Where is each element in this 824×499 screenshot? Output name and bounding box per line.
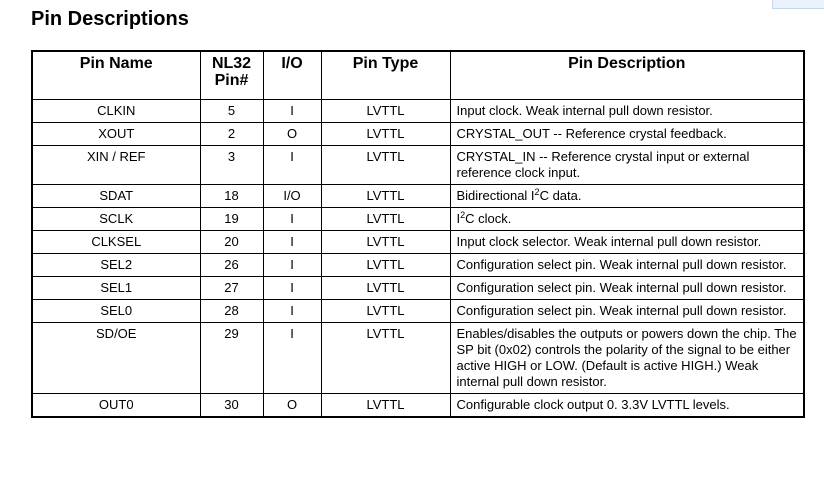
pin-name-cell: SEL0 — [32, 299, 200, 322]
pin-type-cell: LVTTL — [321, 276, 450, 299]
desc-text: C clock. — [465, 210, 512, 226]
table-row — [32, 122, 804, 145]
header-pin-description: Pin Description — [450, 51, 804, 99]
pin-name-cell: OUT0 — [32, 393, 200, 417]
table-row — [32, 184, 804, 207]
pin-name-cell: SD/OE — [32, 322, 200, 393]
pin-type-cell: LVTTL — [321, 122, 450, 145]
pin-type-cell: LVTTL — [321, 393, 450, 417]
table-header-row — [32, 51, 804, 99]
pin-number-cell: 26 — [200, 253, 263, 276]
table-row — [32, 276, 804, 299]
pin-name-cell: SCLK — [32, 207, 200, 230]
header-pin-number-line2: Pin# — [214, 72, 249, 89]
pin-description-cell: Configuration select pin. Weak internal pull down resistor. — [450, 253, 804, 276]
io-cell: I — [263, 207, 321, 230]
pin-description-cell: Input clock. Weak internal pull down resistor. — [450, 99, 804, 122]
table-row — [32, 253, 804, 276]
desc-text: Bidirectional I — [456, 187, 535, 203]
desc-superscript: 2 — [534, 186, 540, 197]
table-row — [32, 322, 804, 393]
pin-description-cell: Input clock selector. Weak internal pull down resistor. — [450, 230, 804, 253]
pin-descriptions-table — [31, 50, 805, 418]
pin-description-cell: Configuration select pin. Weak internal pull down resistor. — [450, 299, 804, 322]
io-cell: I — [263, 322, 321, 393]
pin-name-cell: SDAT — [32, 184, 200, 207]
pin-type-cell: LVTTL — [321, 145, 450, 184]
pin-name-cell: CLKSEL — [32, 230, 200, 253]
pin-type-cell: LVTTL — [321, 253, 450, 276]
header-io: I/O — [263, 51, 321, 99]
desc-superscript: 2 — [460, 209, 466, 220]
pin-type-cell: LVTTL — [321, 299, 450, 322]
pin-type-cell: LVTTL — [321, 322, 450, 393]
pin-number-cell: 2 — [200, 122, 263, 145]
table-row — [32, 99, 804, 122]
pin-name-cell: XOUT — [32, 122, 200, 145]
pin-number-cell: 3 — [200, 145, 263, 184]
pin-description-cell: CRYSTAL_IN -- Reference crystal input or external reference clock input. — [450, 145, 804, 184]
pin-type-cell: LVTTL — [321, 230, 450, 253]
io-cell: I — [263, 145, 321, 184]
pin-name-cell: CLKIN — [32, 99, 200, 122]
desc-text: C data. — [539, 187, 582, 203]
pin-number-cell: 29 — [200, 322, 263, 393]
corner-tab — [772, 0, 824, 9]
table-row — [32, 145, 804, 184]
pin-number-cell: 18 — [200, 184, 263, 207]
pin-description-cell: Configuration select pin. Weak internal pull down resistor. — [450, 276, 804, 299]
table-row — [32, 393, 804, 417]
pin-description-cell: Enables/disables the outputs or powers down the chip. The SP bit (0x02) controls the polarity of the signal to be either active HIGH or LOW. (Default is active HIGH.) Weak internal pull down resistor. — [450, 322, 804, 393]
io-cell: I — [263, 299, 321, 322]
io-cell: I — [263, 276, 321, 299]
table-row — [32, 230, 804, 253]
pin-name-cell: SEL1 — [32, 276, 200, 299]
pin-description-cell — [450, 207, 804, 230]
header-pin-type: Pin Type — [321, 51, 450, 99]
io-cell: O — [263, 393, 321, 417]
pin-number-cell: 28 — [200, 299, 263, 322]
pin-description-cell — [450, 184, 804, 207]
pin-description-cell: Configurable clock output 0. 3.3V LVTTL levels. — [450, 393, 804, 417]
header-pin-number-line1: NL32 — [211, 55, 252, 72]
pin-type-cell: LVTTL — [321, 207, 450, 230]
pin-name-cell: SEL2 — [32, 253, 200, 276]
pin-number-cell: 20 — [200, 230, 263, 253]
table-row — [32, 299, 804, 322]
pin-type-cell: LVTTL — [321, 99, 450, 122]
pin-description-cell: CRYSTAL_OUT -- Reference crystal feedback. — [450, 122, 804, 145]
pin-number-cell: 19 — [200, 207, 263, 230]
table-row — [32, 207, 804, 230]
pin-name-cell: XIN / REF — [32, 145, 200, 184]
io-cell: I — [263, 230, 321, 253]
pin-number-cell: 27 — [200, 276, 263, 299]
io-cell: O — [263, 122, 321, 145]
pin-type-cell: LVTTL — [321, 184, 450, 207]
io-cell: I — [263, 253, 321, 276]
io-cell: I — [263, 99, 321, 122]
desc-text: I — [456, 210, 461, 226]
io-cell: I/O — [263, 184, 321, 207]
pin-number-cell: 30 — [200, 393, 263, 417]
page-title: Pin Descriptions — [31, 8, 189, 30]
header-pin-number — [200, 51, 263, 99]
pin-number-cell: 5 — [200, 99, 263, 122]
header-pin-name: Pin Name — [32, 51, 200, 99]
